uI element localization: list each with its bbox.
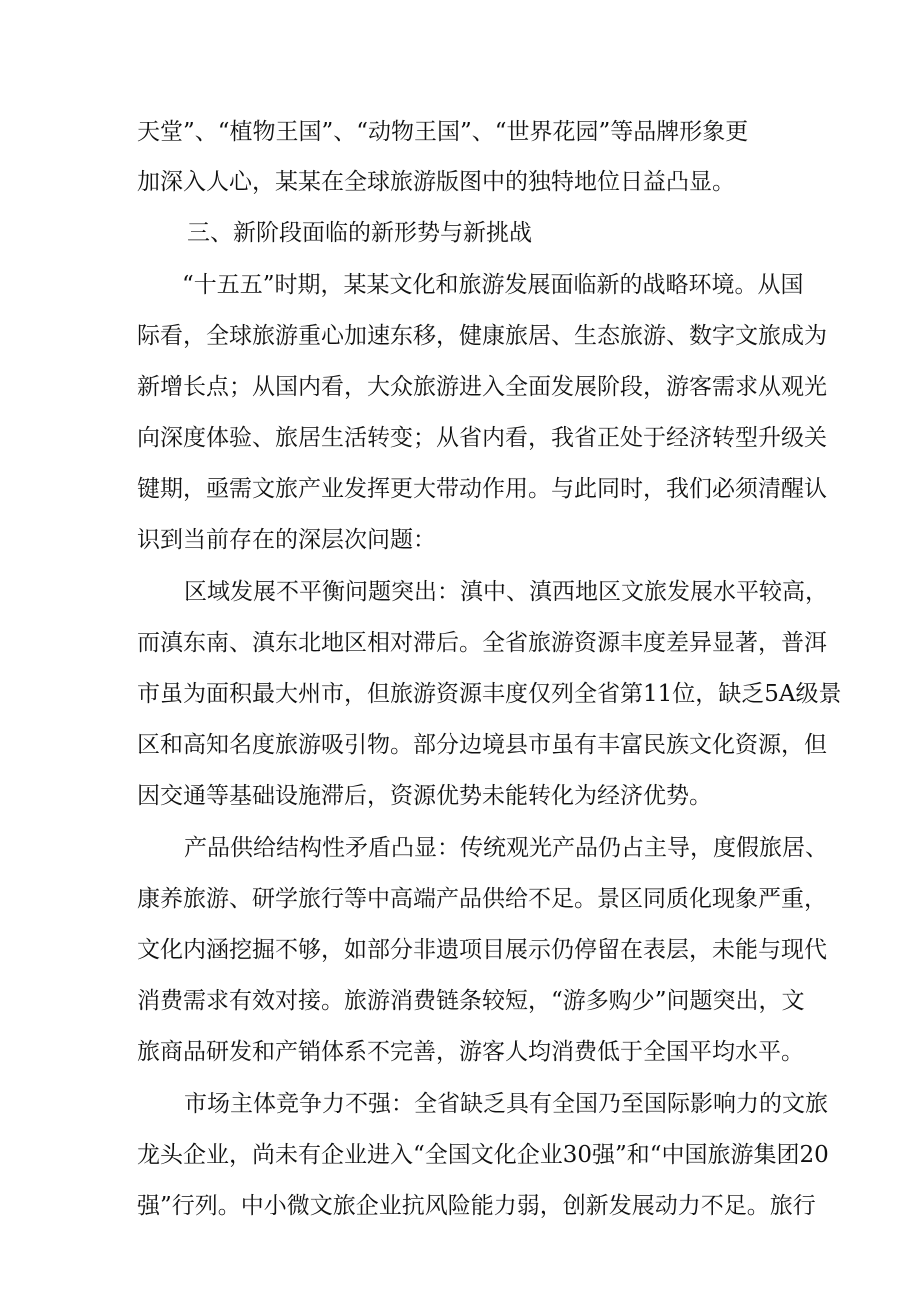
text-line: 强”行列。中小微文旅企业抗风险能力弱，创新发展动力不足。旅行 [137,1193,816,1219]
text-line: 市虽为面积最大州市，但旅游资源丰度仅列全省第11位，缺乏5A级景 [137,681,842,707]
text-line: 文化内涵挖掘不够，如部分非遗项目展示仍停留在表层，未能与现代 [137,937,827,963]
text-line: 加深入人心，某某在全球旅游版图中的独特地位日益凸显。 [137,169,735,195]
text-line: 因交通等基础设施滞后，资源优势未能转化为经济优势。 [137,783,712,809]
text-line: 龙头企业，尚未有企业进入“全国文化企业30强”和“中国旅游集团20 [137,1142,829,1168]
text-line: 区域发展不平衡问题突出：滇中、滇西地区文旅发展水平较高， [184,579,828,605]
text-line: 旅商品研发和产销体系不完善，游客人均消费低于全国平均水平。 [137,1039,804,1065]
text-line: 区和高知名度旅游吸引物。部分边境县市虽有丰富民族文化资源，但 [137,732,827,758]
text-line: 产品供给结构性矛盾凸显：传统观光产品仍占主导，度假旅居、 [184,835,828,861]
text-line: 消费需求有效对接。旅游消费链条较短，“游多购少”问题突出，文 [137,988,805,1014]
text-line: 识到当前存在的深层次问题： [137,527,436,553]
text-line: 新增长点；从国内看，大众旅游进入全面发展阶段，游客需求从观光 [137,374,827,400]
text-line: 市场主体竞争力不强：全省缺乏具有全国乃至国际影响力的文旅 [184,1091,828,1117]
text-line: 康养旅游、研学旅行等中高端产品供给不足。景区同质化现象严重， [137,886,827,912]
text-line: 际看，全球旅游重心加速东移，健康旅居、生态旅游、数字文旅成为 [137,323,827,349]
section-heading: 三、新阶段面临的新形势与新挑战 [187,220,532,246]
text-line: “十五五”时期，某某文化和旅游发展面临新的战略环境。从国 [182,272,804,298]
text-line: 而滇东南、滇东北地区相对滞后。全省旅游资源丰度差异显著，普洱 [137,630,827,656]
text-line: 键期，亟需文旅产业发挥更大带动作用。与此同时，我们必须清醒认 [137,476,827,502]
text-line: 天堂”、“植物王国”、“动物王国”、“世界花园”等品牌形象更 [137,119,749,145]
text-line: 向深度体验、旅居生活转变；从省内看，我省正处于经济转型升级关 [137,425,827,451]
